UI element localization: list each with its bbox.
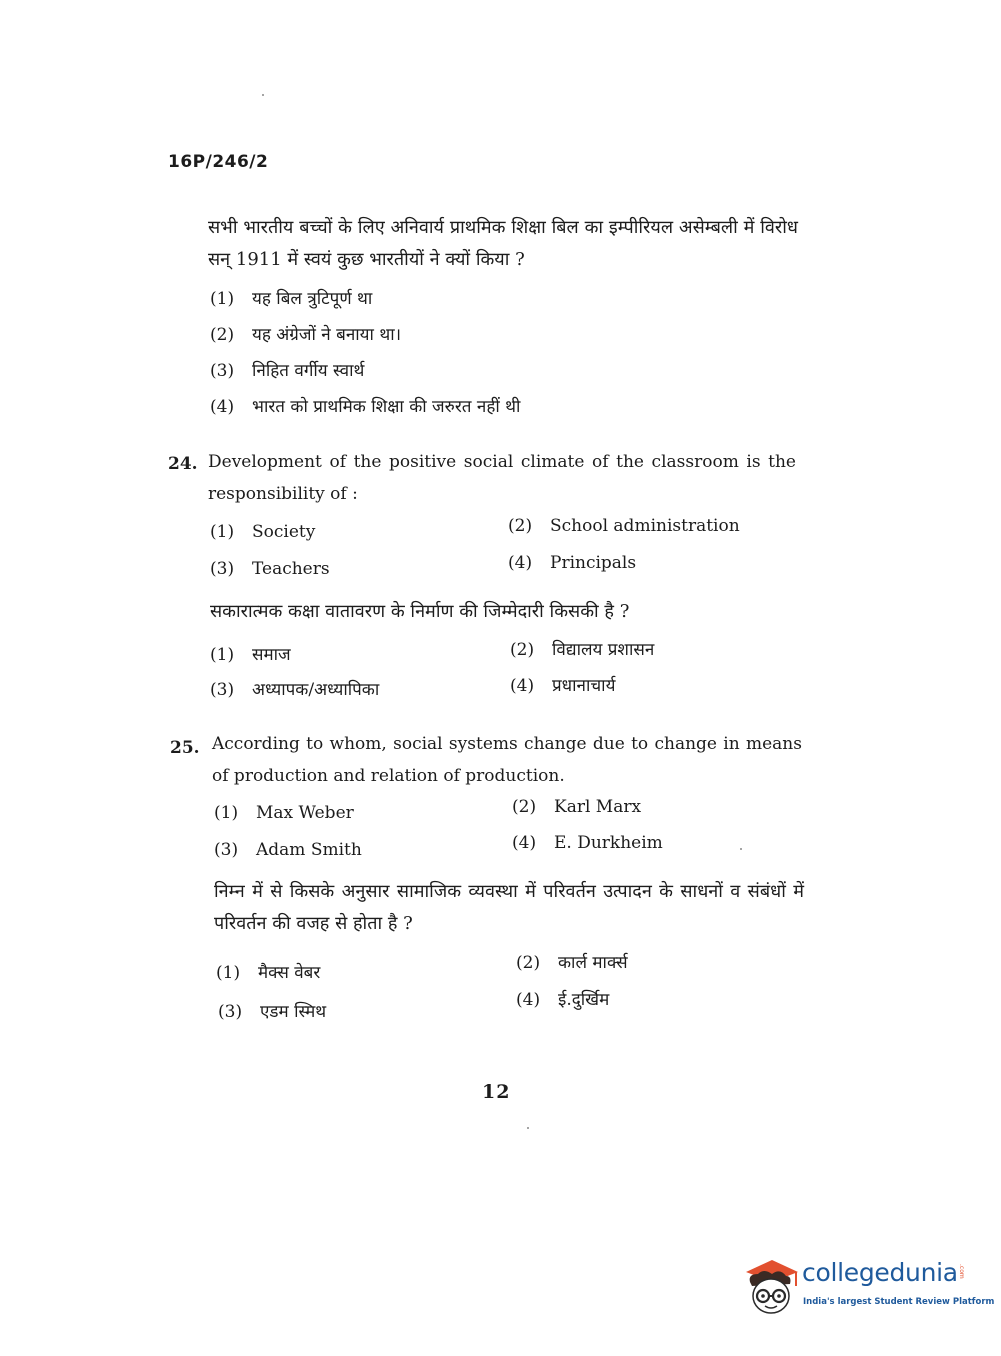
question-23-text-hi: सभी भारतीय बच्चों के लिए अनिवार्य प्राथमिक शिक्षा बिल का इम्पीरियल असेम्बली में विरोध सन् 1911 में स्वयं कुछ भारतीयों ने क्यों किया ? (208, 217, 798, 270)
collegedunia-logo (742, 1252, 995, 1322)
mascot-icon (742, 1252, 800, 1318)
brand-name: collegedunia (802, 1258, 958, 1287)
question-24-text-en: Development of the positive social climate of the classroom is the responsibility of : (208, 452, 796, 504)
q25-option-1-en: (1) Max Weber (214, 803, 354, 823)
q24-option-2-en: (2) School administration (508, 516, 740, 536)
q24-option-1-hi: (1) समाज (210, 645, 291, 665)
brand-tagline: India's largest Student Review Platform (803, 1297, 995, 1307)
q25-option-2-en: (2) Karl Marx (512, 797, 642, 817)
paper-code: 16P/246/2 (168, 152, 269, 172)
question-25-number: 25. (170, 738, 200, 758)
q24-option-4-en: (4) Principals (508, 553, 637, 573)
scan-speck (740, 848, 742, 850)
q25-option-1-hi: (1) मैक्स वेबर (216, 963, 321, 983)
question-25-text-hi: निम्न में से किसके अनुसार सामाजिक व्यवस्था में परिवर्तन उत्पादन के साधनों व संबंधों में परिवर्तन की वजह से होता है ? (214, 881, 804, 934)
scan-speck (262, 94, 264, 96)
question-25-text-en: According to whom, social systems change due to change in means of production and relation of production. (212, 734, 802, 786)
q25-option-4-en: (4) E. Durkheim (512, 833, 663, 853)
q23-option-1-hi: (1) यह बिल त्रुटिपूर्ण था (210, 289, 373, 309)
q23-option-3-hi: (3) निहित वर्गीय स्वार्थ (210, 361, 365, 381)
q25-option-3-en: (3) Adam Smith (214, 840, 362, 860)
q23-option-4-hi: (4) भारत को प्राथमिक शिक्षा की जरुरत नहीं थी (210, 397, 521, 417)
q24-option-3-en: (3) Teachers (210, 559, 330, 579)
q24-option-1-en: (1) Society (210, 522, 316, 542)
q24-option-3-hi: (3) अध्यापक/अध्यापिका (210, 680, 380, 700)
q23-option-2-hi: (2) यह अंग्रेजों ने बनाया था। (210, 325, 402, 345)
brand-com: .com (958, 1264, 965, 1279)
page-number: 12 (482, 1081, 511, 1103)
q24-option-4-hi: (4) प्रधानाचार्य (510, 676, 616, 696)
q24-option-2-hi: (2) विद्यालय प्रशासन (510, 640, 655, 660)
question-24-number: 24. (168, 454, 198, 474)
scan-speck (527, 1127, 529, 1129)
q25-option-4-hi: (4) ई.दुर्खिम (516, 990, 610, 1010)
q25-option-2-hi: (2) कार्ल मार्क्स (516, 953, 628, 973)
question-24-text-hi: सकारात्मक कक्षा वातावरण के निर्माण की जिम्मेदारी किसकी है ? (210, 601, 630, 622)
q25-option-3-hi: (3) एडम स्मिथ (218, 1002, 327, 1022)
